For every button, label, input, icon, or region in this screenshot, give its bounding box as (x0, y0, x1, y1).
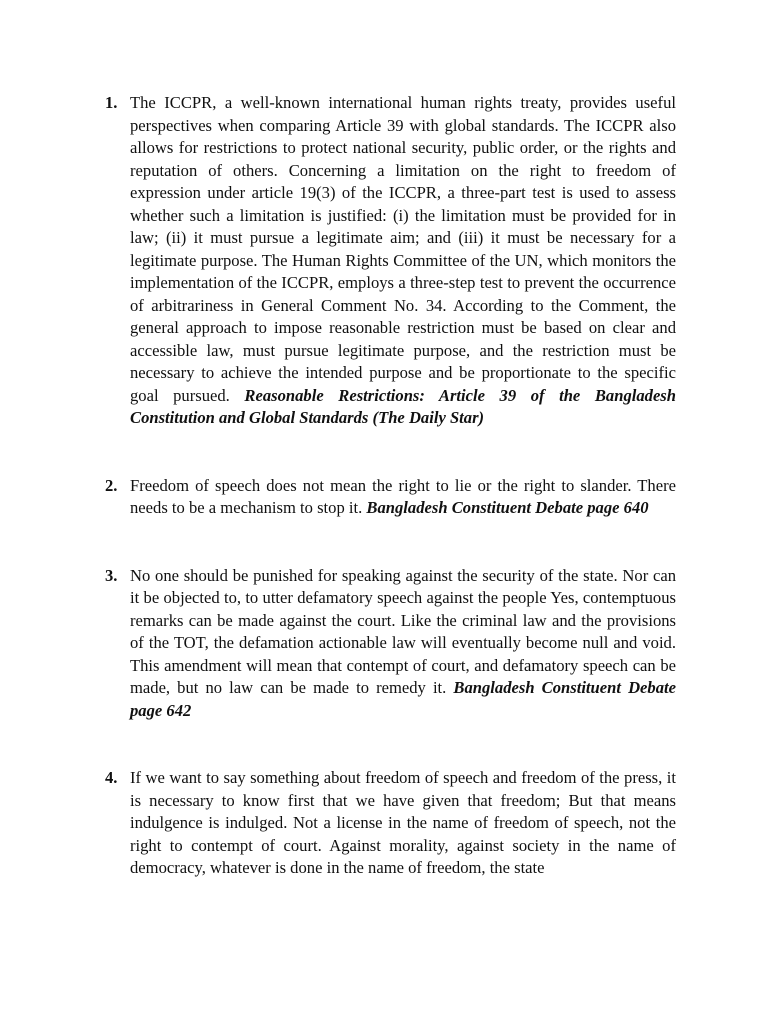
list-item (105, 767, 676, 880)
item-source-citation: Bangladesh Constituent Debate page 642 (130, 678, 676, 720)
item-number: 3. (105, 565, 118, 585)
item-number: 4. (105, 768, 118, 787)
list-item (105, 92, 676, 430)
list-item (105, 565, 676, 723)
item-text: The ICCPR, a well-known international human rights treaty, provides useful perspectives when comparing Article 39 with global standards. The ICCPR also allows for restrictions to protect national security, public order, or the rights and reputation of others. Concerning a limitation on the right to freedom of expression under article 19(3) of the ICCPR, a three-part test is used to assess whether such a limitation is justified: (i) the limitation must be provided for in law; (ii) it must pursue a legitimate aim; and (iii) it must be necessary for a legitimate purpose. The Human Rights Committee of the UN, which monitors the implementation of the ICCPR, employs a three-step test to prevent the occurrence of arbitrariness in General Comment No. 34. According to the Comment, the general approach to impose reasonable restriction must be based on clear and accessible law, must pursue legitimate purpose, and the restriction must be necessary to achieve the intended purpose and be proportionate to the specific goal pursued. (130, 93, 676, 405)
list-item (105, 475, 676, 520)
item-source-citation: Reasonable Restrictions: Article 39 of the Bangladesh Constitution and Global Standards (The Daily Star) (130, 385, 676, 427)
item-number: 2. (105, 475, 118, 495)
item-source-citation: Bangladesh Constituent Debate page 640 (366, 498, 649, 517)
item-text: No one should be punished for speaking against the security of the state. Nor can it be objected to, to utter defamatory speech against the people Yes, contemptuous remarks can be made against the court. Like the criminal law and the provisions of the TOT, the defamation actionable law will eventually become null and void. This amendment will mean that contempt of court, and defamatory speech can be made, but no law can be made to remedy it. (130, 565, 676, 697)
item-number: 1. (105, 93, 118, 112)
item-text: Freedom of speech does not mean the right to lie or the right to slander. There needs to be a mechanism to stop it. (130, 475, 676, 517)
item-text: If we want to say something about freedom of speech and freedom of the press, it is necessary to know first that we have given that freedom; But that means indulgence is indulged. Not a license in the name of freedom of speech, not the right to contempt of court. Against morality, against society in the name of democracy, whatever is done in the name of freedom, the state (130, 768, 676, 877)
